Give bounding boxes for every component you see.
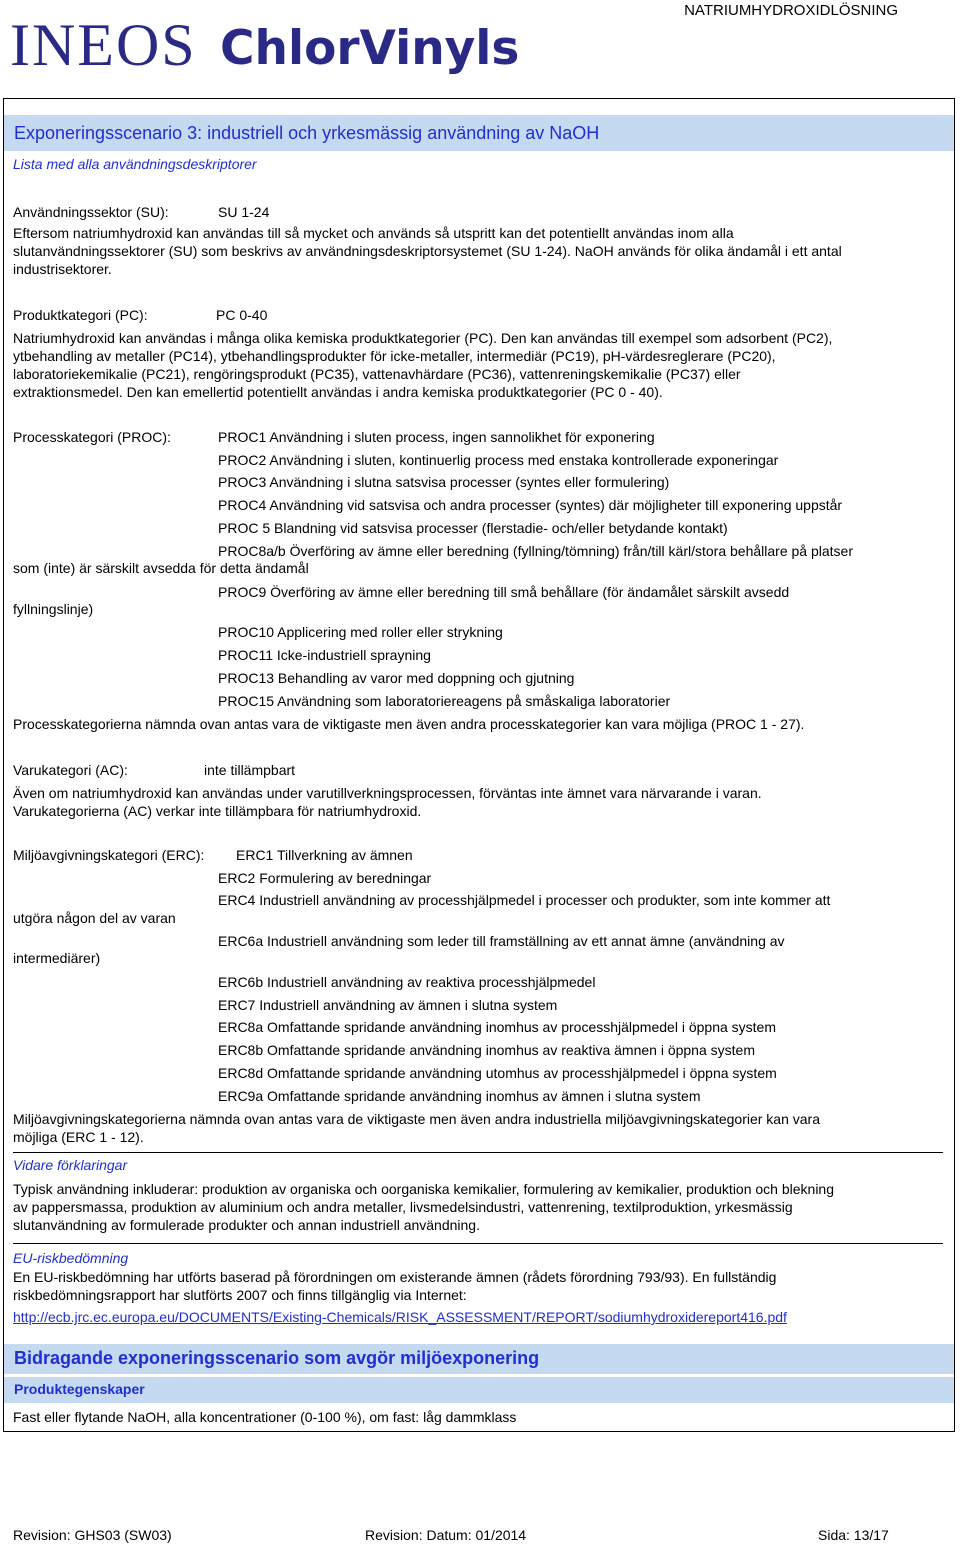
contrib-title: Bidragande exponeringsscenario som avgör miljöexponering [14, 1348, 540, 1368]
erc-item-wrap: intermediärer) [13, 950, 101, 966]
erc-item: ERC1 Tillverkning av ämnen [236, 847, 413, 863]
proc-item-wrap: fyllningslinje) [13, 601, 94, 617]
proc-item: PROC3 Användning i slutna satsvisa processer (syntes eller formulering) [218, 474, 670, 490]
erc-label: Miljöavgivningskategori (ERC): [13, 847, 205, 863]
pc-label: Produktkategori (PC): [13, 307, 148, 323]
product-properties-bar [4, 1377, 954, 1403]
proc-item: PROC8a/b Överföring av ämne eller beredning (fyllning/tömning) från/till kärl/stora behållare på platser [218, 543, 853, 559]
text-line: industrisektorer. [13, 261, 112, 277]
divider [13, 1243, 943, 1244]
text-line: Även om natriumhydroxid kan användas under varutillverkningsprocessen, förväntas inte ämnet vara närvarande i varan. [13, 785, 762, 801]
proc-item: PROC9 Överföring av ämne eller beredning till små behållare (för ändamålet särskilt avsedd [218, 584, 790, 600]
footer-revision-date: Revision: Datum: 01/2014 [365, 1527, 527, 1543]
pc-description [13, 329, 943, 401]
text-line: extraktionsmedel. Den kan emellertid potentiellt användas i andra kemiska produktkategorier (PC 0 - 40). [13, 384, 663, 400]
divider [13, 1152, 943, 1153]
logo-ineos: INEOS [10, 12, 197, 78]
proc-item: PROC11 Icke-industriell sprayning [218, 647, 431, 663]
su-label: Användningssektor (SU): [13, 204, 169, 220]
erc-item: ERC8b Omfattande spridande användning inomhus av reaktiva ämnen i öppna system [218, 1042, 755, 1058]
proc-item: PROC15 Användning som laboratoriereagens på småskaliga laboratorier [218, 693, 671, 709]
erc-item: ERC9a Omfattande spridande användning inomhus av ämnen i slutna system [218, 1088, 701, 1104]
document-title: NATRIUMHYDROXIDLÖSNING [684, 2, 898, 19]
proc-item-wrap: som (inte) är särskilt avsedda för detta ändamål [13, 560, 309, 576]
text-line: En EU-riskbedömning har utförts baserad på förordningen om existerande ämnen (rådets förordning 793/93). En fullständig [13, 1269, 777, 1285]
pc-value: PC 0-40 [216, 307, 268, 323]
text-line: riskbedömningsrapport har slutförts 2007 och finns tillgänglig via Internet: [13, 1287, 467, 1303]
footer-revision: Revision: GHS03 (SW03) [13, 1527, 172, 1543]
proc-item: PROC2 Användning i sluten, kontinuerlig process med enstaka kontrollerade exponeringar [218, 452, 779, 468]
ac-description [13, 784, 943, 820]
proc-item: PROC1 Användning i sluten process, ingen sannolikhet för exponering [218, 429, 655, 445]
erc-item: ERC8a Omfattande spridande användning inomhus av processhjälpmedel i öppna system [218, 1019, 776, 1035]
erc-item: ERC2 Formulering av beredningar [218, 870, 432, 886]
text-line: Eftersom natriumhydroxid kan användas till så mycket och används så utspritt kan det potentiellt användas inom alla [13, 225, 734, 241]
su-value: SU 1-24 [218, 204, 270, 220]
erc-summary [13, 1110, 943, 1146]
proc-label: Processkategori (PROC): [13, 429, 171, 445]
text-line: ytbehandling av metaller (PC14), ytbehandlingsprodukter för icke-metaller, intermediär (PC19), pH-värdesreglerare (PC20), [13, 348, 776, 364]
text-line: möjliga (ERC 1 - 12). [13, 1129, 144, 1145]
contrib-title-bar [4, 1344, 954, 1374]
erc-item-wrap: utgöra någon del av varan [13, 910, 176, 926]
erc-item: ERC4 Industriell användning av processhjälpmedel i processer och produkter, som inte kommer att [218, 892, 831, 908]
eu-report-link[interactable]: http://ecb.jrc.ec.europa.eu/DOCUMENTS/Existing-Chemicals/RISK_ASSESSMENT/REPORT/sodiumhydroxidereport416.pdf [13, 1309, 787, 1325]
text-line: Typisk användning inkluderar: produktion av organiska och oorganiska kemikalier, formulering av kemikalier, produktion och blekning [13, 1181, 835, 1197]
footer-page-number: Sida: 13/17 [818, 1527, 889, 1543]
further-title: Vidare förklaringar [13, 1157, 128, 1173]
erc-item: ERC6b Industriell användning av reaktiva processhjälpmedel [218, 974, 596, 990]
proc-item: PROC4 Användning vid satsvisa och andra processer (syntes) där möjligheter till exponering uppstår [218, 497, 843, 513]
descriptor-list-subtitle: Lista med alla användningsdeskriptorer [13, 156, 257, 172]
proc-item: PROC13 Behandling av varor med doppning och gjutning [218, 670, 575, 686]
logo-chlorvinyls: ChlorVinyls [220, 21, 520, 76]
text-line: slutanvändning av formulerade produkter och annan industriell användning. [13, 1217, 480, 1233]
product-properties-title: Produktegenskaper [14, 1381, 145, 1397]
proc-summary: Processkategorierna nämnda ovan antas vara de viktigaste men även andra processkategorier kan vara möjliga (PROC 1 - 27). [13, 716, 805, 732]
company-logo [10, 10, 520, 80]
ac-label: Varukategori (AC): [13, 762, 128, 778]
text-line: Natriumhydroxid kan användas i många olika kemiska produktkategorier (PC). Den kan användas till exempel som adsorbent (PC2), [13, 330, 833, 346]
eu-title: EU-riskbedömning [13, 1250, 129, 1266]
erc-item: ERC8d Omfattande spridande användning utomhus av processhjälpmedel i öppna system [218, 1065, 777, 1081]
section-title-bar [4, 115, 954, 151]
erc-item: ERC6a Industriell användning som leder till framställning av ett annat ämne (användning av [218, 933, 785, 949]
further-description [13, 1180, 943, 1234]
erc-item: ERC7 Industriell användning av ämnen i slutna system [218, 997, 558, 1013]
su-description [13, 224, 943, 278]
eu-description [13, 1268, 943, 1304]
proc-item: PROC10 Applicering med roller eller strykning [218, 624, 503, 640]
ac-value: inte tillämpbart [204, 762, 296, 778]
text-line: slutanvändningssektorer (SU) som beskrivs av användningsdeskriptorsystemet (SU 1-24). NaOH används för olika ändamål i ett antal [13, 243, 842, 259]
product-properties-text: Fast eller flytande NaOH, alla koncentrationer (0-100 %), om fast: låg dammklass [13, 1409, 517, 1425]
text-line: Miljöavgivningskategorierna nämnda ovan antas vara de viktigaste men även andra industriella miljöavgivningskategorier kan vara [13, 1111, 821, 1127]
proc-item: PROC 5 Blandning vid satsvisa processer (flerstadie- och/eller betydande kontakt) [218, 520, 728, 536]
text-line: av pappersmassa, produktion av aluminium och andra metaller, livsmedelsindustri, vattenrening, textilproduktion, yrkesmässig [13, 1199, 793, 1215]
text-line: Varukategorierna (AC) verkar inte tillämpbara för natriumhydroxid. [13, 803, 422, 819]
section-title: Exponeringsscenario 3: industriell och yrkesmässig användning av NaOH [14, 123, 600, 143]
text-line: laboratoriekemikalie (PC21), rengöringsprodukt (PC35), vattenavhärdare (PC36), vattenreningskemikalie (PC37) eller [13, 366, 741, 382]
